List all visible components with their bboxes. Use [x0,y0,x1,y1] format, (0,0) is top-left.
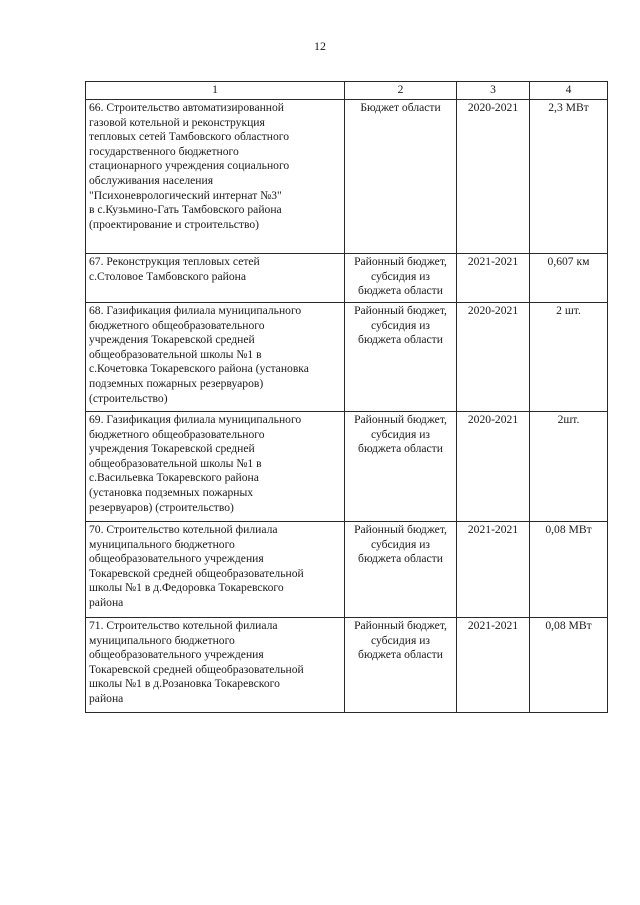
capacity-value: 0,08 МВт [530,522,608,618]
capacity-value: 0,08 МВт [530,618,608,713]
column-header-2: 2 [345,82,457,100]
funding-source: Районный бюджет, субсидия из бюджета области [345,303,457,412]
capacity-value: 2шт. [530,412,608,522]
column-header-4: 4 [530,82,608,100]
table-row [86,303,608,412]
table-row [86,618,608,713]
page-number: 12 [314,39,326,53]
project-description: 67. Реконструкция тепловых сетей с.Столовое Тамбовского района [86,254,345,303]
table-row [86,100,608,254]
project-description: 71. Строительство котельной филиала муниципального бюджетного общеобразовательного учреждения Токаревской средней общеобразовательной школы №1 в д.Розановка Токаревского района [86,618,345,713]
project-description: 69. Газификация филиала муниципального бюджетного общеобразовательного учреждения Токаревской средней общеобразовательной школы №1 в с.Васильевка Токаревского района (установка подземных пожарных резервуаров) (строительство) [86,412,345,522]
project-description: 68. Газификация филиала муниципального бюджетного общеобразовательного учреждения Токаревской средней общеобразовательной школы №1 в с.Кочетовка Токаревского района (установка подземных пожарных резервуаров) (строительство) [86,303,345,412]
implementation-period: 2021-2021 [457,618,530,713]
implementation-period: 2021-2021 [457,522,530,618]
table-row [86,254,608,303]
implementation-period: 2020-2021 [457,303,530,412]
column-header-1: 1 [86,82,345,100]
column-header-3: 3 [457,82,530,100]
projects-table [85,81,608,713]
project-description: 66. Строительство автоматизированной газовой котельной и реконструкция тепловых сетей Тамбовского областного государственного бюджетного стационарного учреждения социального обслуживания населения "Психоневрологический интернат №3" в с.Кузьмино-Гать Тамбовского района (проектирование и строительство) [86,100,345,254]
capacity-value: 2,3 МВт [530,100,608,254]
table-row [86,412,608,522]
capacity-value: 0,607 км [530,254,608,303]
funding-source: Районный бюджет, субсидия из бюджета области [345,412,457,522]
capacity-value: 2 шт. [530,303,608,412]
funding-source: Районный бюджет, субсидия из бюджета области [345,254,457,303]
implementation-period: 2020-2021 [457,100,530,254]
funding-source: Районный бюджет, субсидия из бюджета области [345,522,457,618]
implementation-period: 2020-2021 [457,412,530,522]
project-description: 70. Строительство котельной филиала муниципального бюджетного общеобразовательного учреждения Токаревской средней общеобразовательной школы №1 в д.Федоровка Токаревского района [86,522,345,618]
funding-source: Бюджет области [345,100,457,254]
implementation-period: 2021-2021 [457,254,530,303]
table-row [86,522,608,618]
table-header-row [86,82,608,100]
funding-source: Районный бюджет, субсидия из бюджета области [345,618,457,713]
